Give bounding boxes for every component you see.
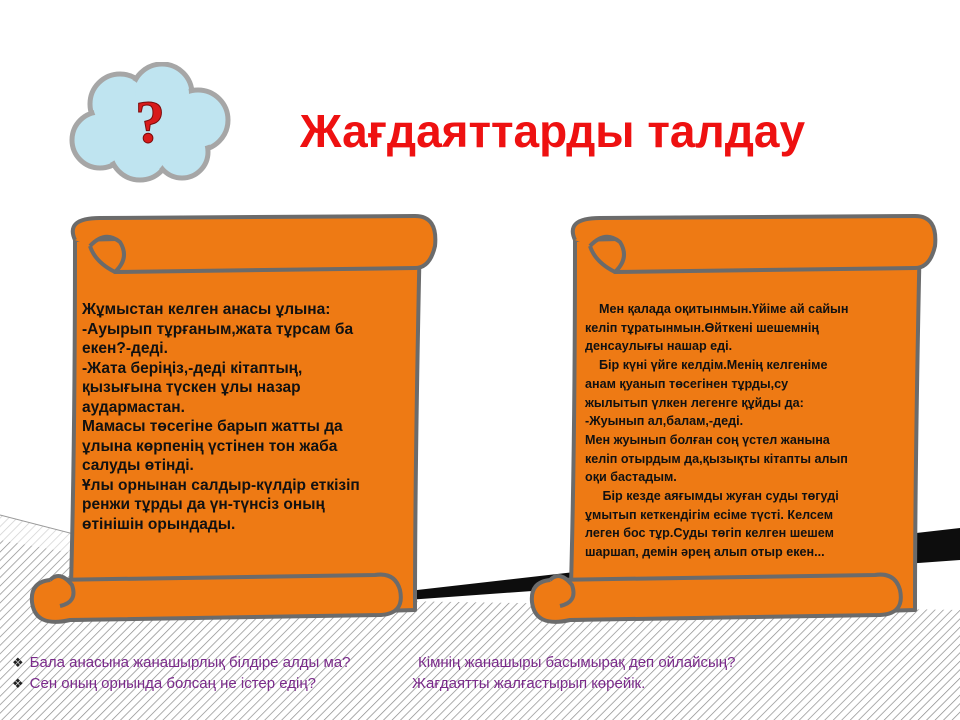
svg-text:?: ? [135,89,165,155]
right-story-line: леген бос тұр.Суды төгіп келген шешем [585,526,834,541]
diamond-bullet-icon: ❖ [12,655,24,670]
right-story-line: анам қуанып төсегінен тұрды,су [585,376,789,391]
right-story-line: жылытып үлкен легенге құйды да: [585,395,804,410]
left-story-line: Ұлы орнынан салдыр-күлдір еткізіп [82,476,360,494]
question-item [12,675,316,692]
left-story-line: ренжи тұрды да үн-түнсіз оның [82,496,325,513]
left-story-line: өтінішін орындады. [82,515,236,533]
question-item [12,654,350,671]
question-text: Бала анасына жанашырлық білдіре алды ма? [29,654,351,671]
left-story-line: -Жата беріңіз,-деді кітаптың, [82,359,303,377]
question-text: Кімнің жанашыры басымырақ деп ойлайсың? [418,654,736,671]
left-story-line: Жұмыстан келген анасы ұлына: [82,301,331,318]
right-story-line: -Жуынып ал,балам,-деді. [585,414,744,429]
right-story-line: Бір күні үйге келдім.Менің келгеніме [585,358,828,373]
question-item [418,654,735,671]
right-story-line: келіп отырдым да,қызықты кітапты алып [585,451,848,466]
right-story-text [585,300,875,562]
right-story-line: Мен жуынып болған соң үстел жанына [585,432,830,447]
right-story-line: Мен қалада оқитынмын.Үйіме ай сайын [585,302,849,316]
right-story-line: Бір кезде аяғымды жуған суды төгуді [585,489,839,504]
question-mark-cloud-icon [62,62,237,187]
right-story-line: шаршап, демін әрең алып отыр екен... [585,545,825,560]
left-story-line: -Ауырып тұрғаным,жата тұрсам ба [82,320,354,338]
left-story-line: қызығына түскен ұлы назар [82,379,301,396]
question-text: Сен оның орнында болсаң не істер едің? [29,675,316,692]
question-text: Жағдаятты жалғастырып көрейік. [412,675,646,692]
left-story-line: екен?-деді. [82,340,168,357]
right-story-line: оқи бастадым. [585,470,677,485]
left-story-line: салуды өтінді. [82,457,194,474]
diamond-bullet-icon: ❖ [12,676,24,691]
left-story-line: аудармастан. [82,398,185,416]
left-story-line: Мамасы төсегіне барып жатты да [82,418,343,435]
left-story-line: ұлына көрпенің үстінен тон жаба [82,437,338,455]
left-story-text [82,300,382,534]
question-item [412,675,645,692]
right-story-line: денсаулығы нашар еді. [585,339,733,354]
page-title: Жағдаяттарды талдау [300,105,806,157]
right-story-line: келіп тұратынмын.Өйткені шешемнің [585,320,819,335]
right-story-line: ұмытып кеткендігім есіме түсті. Келсем [585,507,834,522]
